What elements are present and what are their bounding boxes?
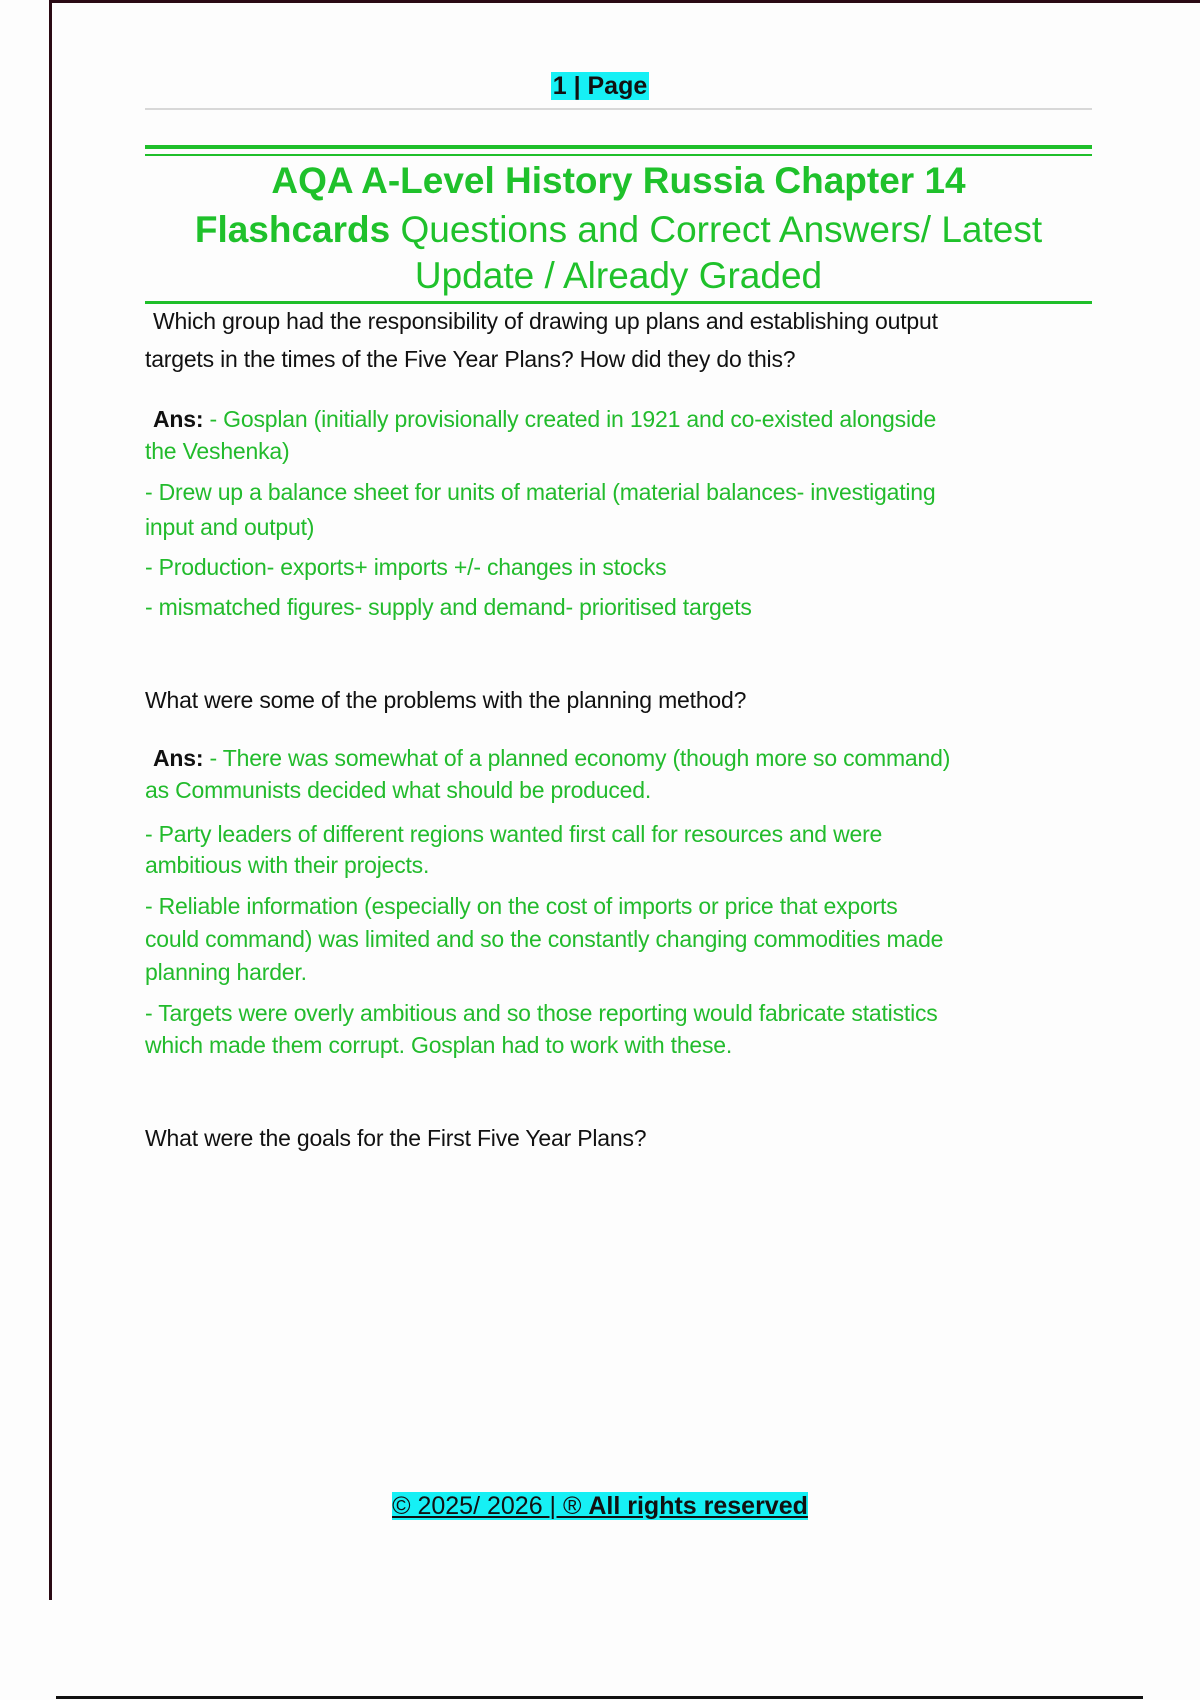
copyright-footer <box>0 1492 1200 1521</box>
answer-2-line: planning harder. <box>145 959 307 985</box>
answer-label: Ans: <box>153 406 204 432</box>
page-header <box>0 72 1200 101</box>
page-left-border <box>49 0 52 1600</box>
answer-2-line: could command) was limited and so the constantly changing commodities made <box>145 926 944 952</box>
answer-1-line: - Drew up a balance sheet for units of material (material balances- investigating <box>145 479 936 505</box>
answer-1-line: input and output) <box>145 514 315 540</box>
title-rule-bottom <box>145 301 1092 304</box>
page-bottom-line <box>56 1696 1143 1699</box>
footer-highlight <box>392 1492 808 1520</box>
answer-text: - Gosplan (initially provisionally created in 1921 and co-existed alongside <box>209 406 937 432</box>
title-rule-top-thin <box>145 154 1092 156</box>
question-1-line: targets in the times of the Five Year Plans? How did they do this? <box>145 346 796 372</box>
footer-year-text: © 2025/ 2026 | ® <box>392 1492 589 1520</box>
answer-2-line: - Targets were overly ambitious and so those reporting would fabricate statistics <box>145 1000 938 1026</box>
question-3-line: What were the goals for the First Five Year Plans? <box>145 1125 647 1151</box>
answer-2-line: ambitious with their projects. <box>145 852 430 878</box>
answer-1-line: the Veshenka) <box>145 438 290 464</box>
answer-2-line: - Reliable information (especially on the cost of imports or price that exports <box>145 893 898 919</box>
answer-1-line: - mismatched figures- supply and demand- prioritised targets <box>145 594 752 620</box>
answer-2-line: - Party leaders of different regions wanted first call for resources and were <box>145 821 883 847</box>
question-1-line: Which group had the responsibility of drawing up plans and establishing output <box>153 308 938 334</box>
answer-text: - There was somewhat of a planned economy (though more so command) <box>209 745 951 771</box>
question-2-line: What were some of the problems with the planning method? <box>145 687 747 713</box>
document-title-line1: AQA A-Level History Russia Chapter 14 <box>271 160 966 201</box>
title-bold-word: Flashcards <box>194 209 391 250</box>
answer-1-line <box>153 406 936 433</box>
answer-2-line: which made them corrupt. Gosplan had to work with these. <box>145 1032 733 1058</box>
title-rest: Questions and Correct Answers/ Latest <box>390 209 1043 250</box>
answer-label: Ans: <box>153 745 204 771</box>
page-top-border <box>50 0 1200 3</box>
answer-2-line <box>153 745 950 772</box>
document-title-line3: Update / Already Graded <box>414 255 823 296</box>
document-title-line2 <box>145 206 1092 253</box>
footer-rights-text: All rights reserved <box>588 1492 808 1520</box>
page-number-label: 1 | Page <box>552 72 648 100</box>
title-rule-top <box>145 145 1092 149</box>
header-divider <box>145 108 1092 110</box>
answer-1-line: - Production- exports+ imports +/- changes in stocks <box>145 554 667 580</box>
answer-2-line: as Communists decided what should be produced. <box>145 777 652 803</box>
